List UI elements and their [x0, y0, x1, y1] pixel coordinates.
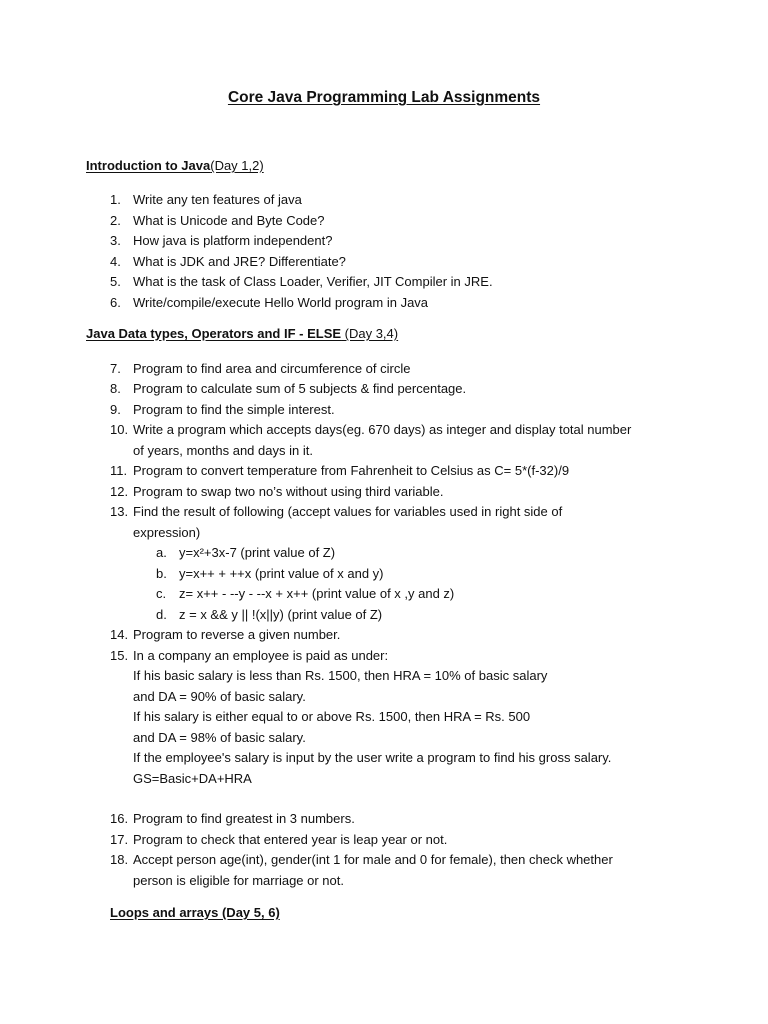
list-item-text: Write any ten features of java [133, 192, 302, 207]
section-heading-loops [110, 905, 280, 920]
list-item-text: Program to calculate sum of 5 subjects & find percentage. [133, 381, 467, 396]
list-item-text: Program to reverse a given number. [133, 627, 341, 642]
list-item-number: 11. [110, 463, 128, 478]
list-item-text: Program to check that entered year is leap year or not. [133, 832, 448, 847]
list-item-text: Program to find greatest in 3 numbers. [133, 811, 355, 826]
list-item-number: 9. [110, 402, 121, 417]
list-item-number: 3. [110, 233, 121, 248]
section-heading-data-types [86, 326, 398, 341]
list-item-text: What is Unicode and Byte Code? [133, 213, 325, 228]
list-item-number: 10. [110, 422, 129, 437]
list-item-number: 1. [110, 192, 121, 207]
list-item-text: Program to find area and circumference of circle [133, 361, 411, 376]
section-heading-days: (Day 3,4) [341, 326, 399, 341]
sub-item-letter: b. [156, 566, 167, 581]
list-item-continuation: If his salary is either equal to or above Rs. 1500, then HRA = Rs. 500 [133, 709, 531, 724]
list-item-number: 17. [110, 832, 129, 847]
sub-item-text: z = x && y || !(x||y) (print value of Z) [179, 607, 383, 622]
list-item-continuation: GS=Basic+DA+HRA [133, 771, 252, 786]
list-item-text: Accept person age(int), gender(int 1 for male and 0 for female), then check whether [133, 852, 613, 867]
list-item-number: 6. [110, 295, 121, 310]
list-item-continuation: If the employee's salary is input by the user write a program to find his gross salary. [133, 750, 612, 765]
list-item-continuation: and DA = 90% of basic salary. [133, 689, 306, 704]
section-heading-bold: Loops and arrays (Day 5, 6) [110, 905, 280, 920]
list-item-text: What is the task of Class Loader, Verifier, JIT Compiler in JRE. [133, 274, 493, 289]
list-item-number: 15. [110, 648, 129, 663]
list-item-text: Find the result of following (accept values for variables used in right side of [133, 504, 563, 519]
list-item-text: Program to swap two no’s without using third variable. [133, 484, 444, 499]
list-item-number: 18. [110, 852, 129, 867]
sub-item-letter: a. [156, 545, 167, 560]
list-item-text: Program to find the simple interest. [133, 402, 335, 417]
section-heading-introduction [86, 158, 264, 173]
list-item-number: 2. [110, 213, 121, 228]
list-item-number: 14. [110, 627, 129, 642]
list-item-continuation: of years, months and days in it. [133, 443, 313, 458]
sub-item-letter: d. [156, 607, 167, 622]
section-heading-bold: Java Data types, Operators and IF - ELSE [86, 326, 342, 341]
section-heading-bold: Introduction to Java [86, 158, 211, 173]
section-heading-days: (Day 1,2) [210, 158, 264, 173]
list-item-continuation: person is eligible for marriage or not. [133, 873, 344, 888]
list-item-number: 8. [110, 381, 121, 396]
list-item-continuation: If his basic salary is less than Rs. 1500, then HRA = 10% of basic salary [133, 668, 548, 683]
list-item-text: Write/compile/execute Hello World program in Java [133, 295, 429, 310]
list-item-text: What is JDK and JRE? Differentiate? [133, 254, 346, 269]
list-item-text: Program to convert temperature from Fahrenheit to Celsius as C= 5*(f-32)/9 [133, 463, 570, 478]
sub-item-text: y=x²+3x-7 (print value of Z) [179, 545, 336, 560]
list-item-continuation: expression) [133, 525, 201, 540]
list-item-number: 16. [110, 811, 129, 826]
list-item-number: 7. [110, 361, 121, 376]
sub-item-letter: c. [156, 586, 167, 601]
list-item-text: How java is platform independent? [133, 233, 333, 248]
list-item-text: Write a program which accepts days(eg. 670 days) as integer and display total number [133, 422, 632, 437]
list-item-text: In a company an employee is paid as under: [133, 648, 389, 663]
sub-item-text: z= x++ - --y - --x + x++ (print value of x ,y and z) [179, 586, 455, 601]
list-item-continuation: and DA = 98% of basic salary. [133, 730, 306, 745]
list-item-number: 12. [110, 484, 129, 499]
page-title: Core Java Programming Lab Assignments [227, 89, 541, 106]
sub-item-text: y=x++ + ++x (print value of x and y) [179, 566, 384, 581]
list-item-number: 13. [110, 504, 129, 519]
list-item-number: 5. [110, 274, 121, 289]
list-item-number: 4. [110, 254, 121, 269]
